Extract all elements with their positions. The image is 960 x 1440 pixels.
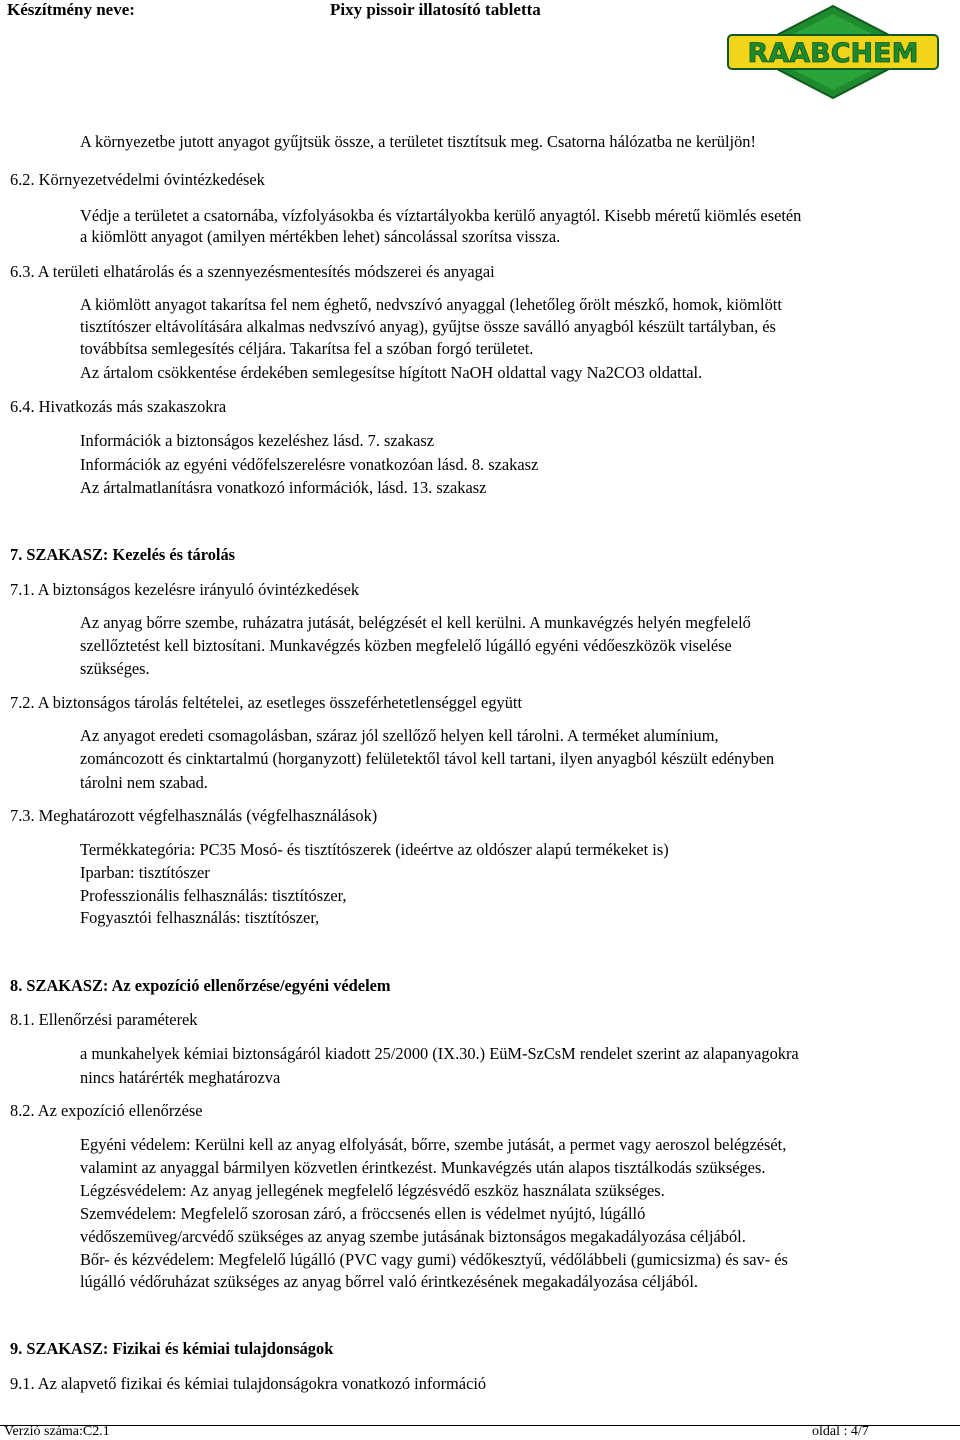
text-line: Szemvédelem: Megfelelő szorosan záró, a fröccsenés ellen is védelmet nyújtó, lúgálló: [80, 1204, 646, 1223]
subsection-heading: 6.2. Környezetvédelmi óvintézkedések: [10, 170, 265, 189]
section-heading-9: 9. SZAKASZ: Fizikai és kémiai tulajdonságok: [10, 1339, 334, 1358]
logo-text: RAABCHEM: [747, 38, 919, 69]
text-line: tisztítószer eltávolítására alkalmas nedvszívó anyag), gyűjtse össze saválló anyagból készült tartályban, és: [80, 317, 776, 336]
text-line: A környezetbe jutott anyagot gyűjtsük össze, a területet tisztítsuk meg. Csatorna hálózatba ne kerüljön!: [80, 132, 756, 151]
product-name-label: Készítmény neve:: [7, 0, 135, 19]
text-line: védőszemüveg/arcvédő szükséges az anyag szembe jutásának biztonságos megakadályozása céljából.: [80, 1227, 746, 1246]
text-line: Iparban: tisztítószer: [80, 863, 210, 882]
text-line: A kiömlött anyagot takarítsa fel nem éghető, nedvszívó anyaggal (lehetőleg őrölt mészkő, homok, kiömlött: [80, 295, 782, 314]
subsection-heading: 8.1. Ellenőrzési paraméterek: [10, 1010, 198, 1029]
text-line: Védje a területet a csatornába, vízfolyásokba és víztartályokba kerülő anyagtól. Kisebb méretű kiömlés esetén: [80, 206, 802, 225]
text-line: nincs határérték meghatározva: [80, 1068, 281, 1087]
text-line: Bőr- és kézvédelem: Megfelelő lúgálló (PVC vagy gumi) védőkesztyű, védőlábbeli (gumicsizma) és sav- és: [80, 1250, 788, 1269]
subsection-heading: 6.3. A területi elhatárolás és a szennyezésmentesítés módszerei és anyagai: [10, 262, 495, 281]
subsection-heading: 7.2. A biztonságos tárolás feltételei, az esetleges összeférhetetlenséggel együtt: [10, 693, 523, 712]
text-line: Információk az egyéni védőfelszerelésre vonatkozóan lásd. 8. szakasz: [80, 455, 539, 474]
text-line: szükséges.: [80, 659, 150, 678]
text-line: Légzésvédelem: Az anyag jellegének megfelelő légzésvédő eszköz használata szükséges.: [80, 1181, 665, 1200]
product-name-value: Pixy pissoir illatosító tabletta: [330, 0, 541, 19]
text-line: a kiömlött anyagot (amilyen mértékben lehet) sáncolással szorítsa vissza.: [80, 227, 561, 246]
text-line: valamint az anyaggal bármilyen közvetlen érintkezést. Munkavégzés után alapos tisztálkodás szükséges.: [80, 1158, 766, 1177]
text-line: zománcozott és cinktartalmú (horganyzott) felületektől távol kell tartani, ilyen anyagból készült edényben: [80, 749, 775, 768]
text-line: szellőztetést kell biztosítani. Munkavégzés közben megfelelő lúgálló egyéni védőeszközök viselése: [80, 636, 732, 655]
section-heading-8: 8. SZAKASZ: Az expozíció ellenőrzése/egyéni védelem: [10, 976, 391, 995]
subsection-heading: 7.1. A biztonságos kezelésre irányuló óvintézkedések: [10, 580, 360, 599]
page-number: oldal : 4/7: [812, 1424, 869, 1439]
text-line: a munkahelyek kémiai biztonságáról kiadott 25/2000 (IX.30.) EüM-SzCsM rendelet szerint az alapanyagokra: [80, 1044, 799, 1063]
section-heading-7: 7. SZAKASZ: Kezelés és tárolás: [10, 545, 236, 564]
text-line: továbbítsa semlegesítés céljára. Takarítsa fel a szóban forgó területet.: [80, 339, 534, 358]
subsection-heading: 7.3. Meghatározott végfelhasználás (végfelhasználások): [10, 806, 378, 825]
text-line: Egyéni védelem: Kerülni kell az anyag elfolyását, bőrre, szembe jutását, a permet vagy aeroszol belégzését,: [80, 1135, 787, 1154]
subsection-heading: 8.2. Az expozíció ellenőrzése: [10, 1101, 203, 1120]
text-line: Információk a biztonságos kezeléshez lásd. 7. szakasz: [80, 431, 435, 450]
text-line: Az anyagot eredeti csomagolásban, száraz jól szellőző helyen kell tárolni. A terméket alumínium,: [80, 726, 719, 745]
text-line: Termékkategória: PC35 Mosó- és tisztítószerek (ideértve az oldószer alapú termékeket is): [80, 840, 669, 859]
subsection-heading: 9.1. Az alapvető fizikai és kémiai tulajdonságokra vonatkozó információ: [10, 1374, 487, 1393]
text-line: Az anyag bőrre szembe, ruházatra jutását, belégzését el kell kerülni. A munkavégzés helyén megfelelő: [80, 613, 751, 632]
text-line: lúgálló védőruházat szükséges az anyag bőrrel való érintkezésének megakadályozása céljából.: [80, 1272, 699, 1291]
text-line: Az ártalmatlanításra vonatkozó információk, lásd. 13. szakasz: [80, 478, 487, 497]
subsection-heading: 6.4. Hivatkozás más szakaszokra: [10, 397, 227, 416]
text-line: Professzionális felhasználás: tisztítószer,: [80, 886, 347, 905]
text-line: Fogyasztói felhasználás: tisztítószer,: [80, 908, 320, 927]
version-number: Verzió száma:C2.1: [4, 1424, 110, 1439]
text-line: Az ártalom csökkentése érdekében semlegesítse hígított NaOH oldattal vagy Na2CO3 oldattal.: [80, 363, 703, 382]
text-line: tárolni nem szabad.: [80, 773, 208, 792]
